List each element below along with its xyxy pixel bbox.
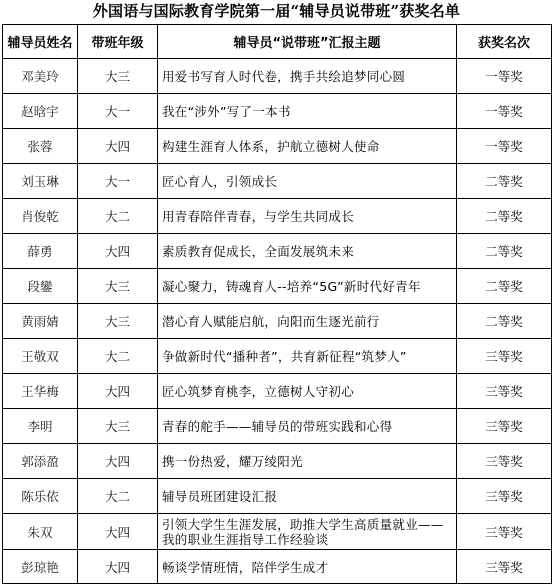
cell-topic[interactable]: 用青春陪伴青春，与学生共同成长 [158,199,457,234]
cell-award[interactable]: 二等奖 [457,199,552,234]
cell-grade[interactable]: 大四 [78,129,158,164]
table-row [3,59,552,94]
cell-grade[interactable]: 大二 [78,339,158,374]
cell-grade[interactable]: 大四 [78,374,158,409]
award-sheet [2,0,551,584]
page-title: 外国语与国际教育学院第一届“辅导员说带班”获奖名单 [92,2,461,20]
cell-name[interactable]: 郭添盈 [3,444,78,479]
cell-topic[interactable]: 匠心育人，引领成长 [158,164,457,199]
table-row [3,550,552,584]
cell-award[interactable]: 三等奖 [457,374,552,409]
cell-award[interactable]: 三等奖 [457,479,552,514]
cell-award[interactable]: 三等奖 [457,550,552,584]
cell-grade[interactable]: 大一 [78,94,158,129]
cell-topic[interactable]: 用爱书写育人时代卷，携手共绘追梦同心圆 [158,59,457,94]
cell-award[interactable]: 一等奖 [457,59,552,94]
cell-topic[interactable]: 携一份热爱，耀万绫阳光 [158,444,457,479]
cell-topic[interactable]: 凝心聚力，铸魂育人--培养“5G”新时代好青年 [158,269,457,304]
cell-grade[interactable]: 大二 [78,199,158,234]
cell-award[interactable]: 一等奖 [457,94,552,129]
cell-name[interactable]: 邓美玲 [3,59,78,94]
table-row [3,129,552,164]
cell-name[interactable]: 肖俊乾 [3,199,78,234]
cell-name[interactable]: 赵晗宇 [3,94,78,129]
cell-name[interactable]: 朱双 [3,514,78,550]
cell-award[interactable]: 二等奖 [457,304,552,339]
table-row [3,164,552,199]
cell-topic[interactable]: 构建生涯育人体系，护航立德树人使命 [158,129,457,164]
header-row [3,25,552,59]
cell-name[interactable]: 黄雨婧 [3,304,78,339]
cell-topic[interactable]: 我在“涉外”写了一本书 [158,94,457,129]
table-row [3,269,552,304]
cell-grade[interactable]: 大三 [78,59,158,94]
cell-topic[interactable]: 引领大学生生涯发展，助推大学生高质量就业——我的职业生涯指导工作经验谈 [158,514,457,550]
table-row [3,444,552,479]
cell-grade[interactable]: 大三 [78,304,158,339]
award-table [2,24,552,584]
table-row [3,374,552,409]
table-row [3,304,552,339]
cell-name[interactable]: 彭琼艳 [3,550,78,584]
cell-award[interactable]: 三等奖 [457,409,552,444]
table-row [3,199,552,234]
cell-grade[interactable]: 大一 [78,164,158,199]
cell-name[interactable]: 薛勇 [3,234,78,269]
header-award[interactable]: 获奖名次 [457,25,552,59]
cell-name[interactable]: 李明 [3,409,78,444]
cell-topic[interactable]: 匠心筑梦育桃李，立德树人守初心 [158,374,457,409]
cell-topic[interactable]: 辅导员班团建设汇报 [158,479,457,514]
cell-name[interactable]: 刘玉琳 [3,164,78,199]
cell-name[interactable]: 张蓉 [3,129,78,164]
header-topic[interactable]: 辅导员“说带班”汇报主题 [158,25,457,59]
cell-grade[interactable]: 大三 [78,269,158,304]
cell-name[interactable]: 段鑾 [3,269,78,304]
table-row [3,514,552,550]
cell-grade[interactable]: 大四 [78,234,158,269]
cell-topic[interactable]: 畅谈学情班情，陪伴学生成才 [158,550,457,584]
cell-name[interactable]: 陈乐依 [3,479,78,514]
cell-grade[interactable]: 大四 [78,444,158,479]
table-row [3,339,552,374]
cell-award[interactable]: 二等奖 [457,234,552,269]
table-row [3,234,552,269]
cell-award[interactable]: 一等奖 [457,129,552,164]
cell-award[interactable]: 二等奖 [457,164,552,199]
cell-grade[interactable]: 大三 [78,409,158,444]
cell-name[interactable]: 王敬双 [3,339,78,374]
header-grade[interactable]: 带班年级 [78,25,158,59]
cell-name-selected[interactable]: 王华梅 [3,374,78,409]
cell-topic[interactable]: 素质教育促成长，全面发展筑未来 [158,234,457,269]
cell-topic[interactable]: 争做新时代“播种者”，共育新征程“筑梦人” [158,339,457,374]
table-row [3,409,552,444]
cell-award[interactable]: 三等奖 [457,339,552,374]
table-row [3,94,552,129]
cell-grade[interactable]: 大二 [78,479,158,514]
cell-grade[interactable]: 大四 [78,550,158,584]
cell-award[interactable]: 三等奖 [457,514,552,550]
header-name[interactable]: 辅导员姓名 [3,25,78,59]
table-row [3,479,552,514]
cell-grade[interactable]: 大四 [78,514,158,550]
cell-award[interactable]: 二等奖 [457,269,552,304]
cell-topic[interactable]: 潜心育人赋能启航，向阳而生逐光前行 [158,304,457,339]
cell-topic[interactable]: 青春的舵手——辅导员的带班实践和心得 [158,409,457,444]
cell-award[interactable]: 三等奖 [457,444,552,479]
